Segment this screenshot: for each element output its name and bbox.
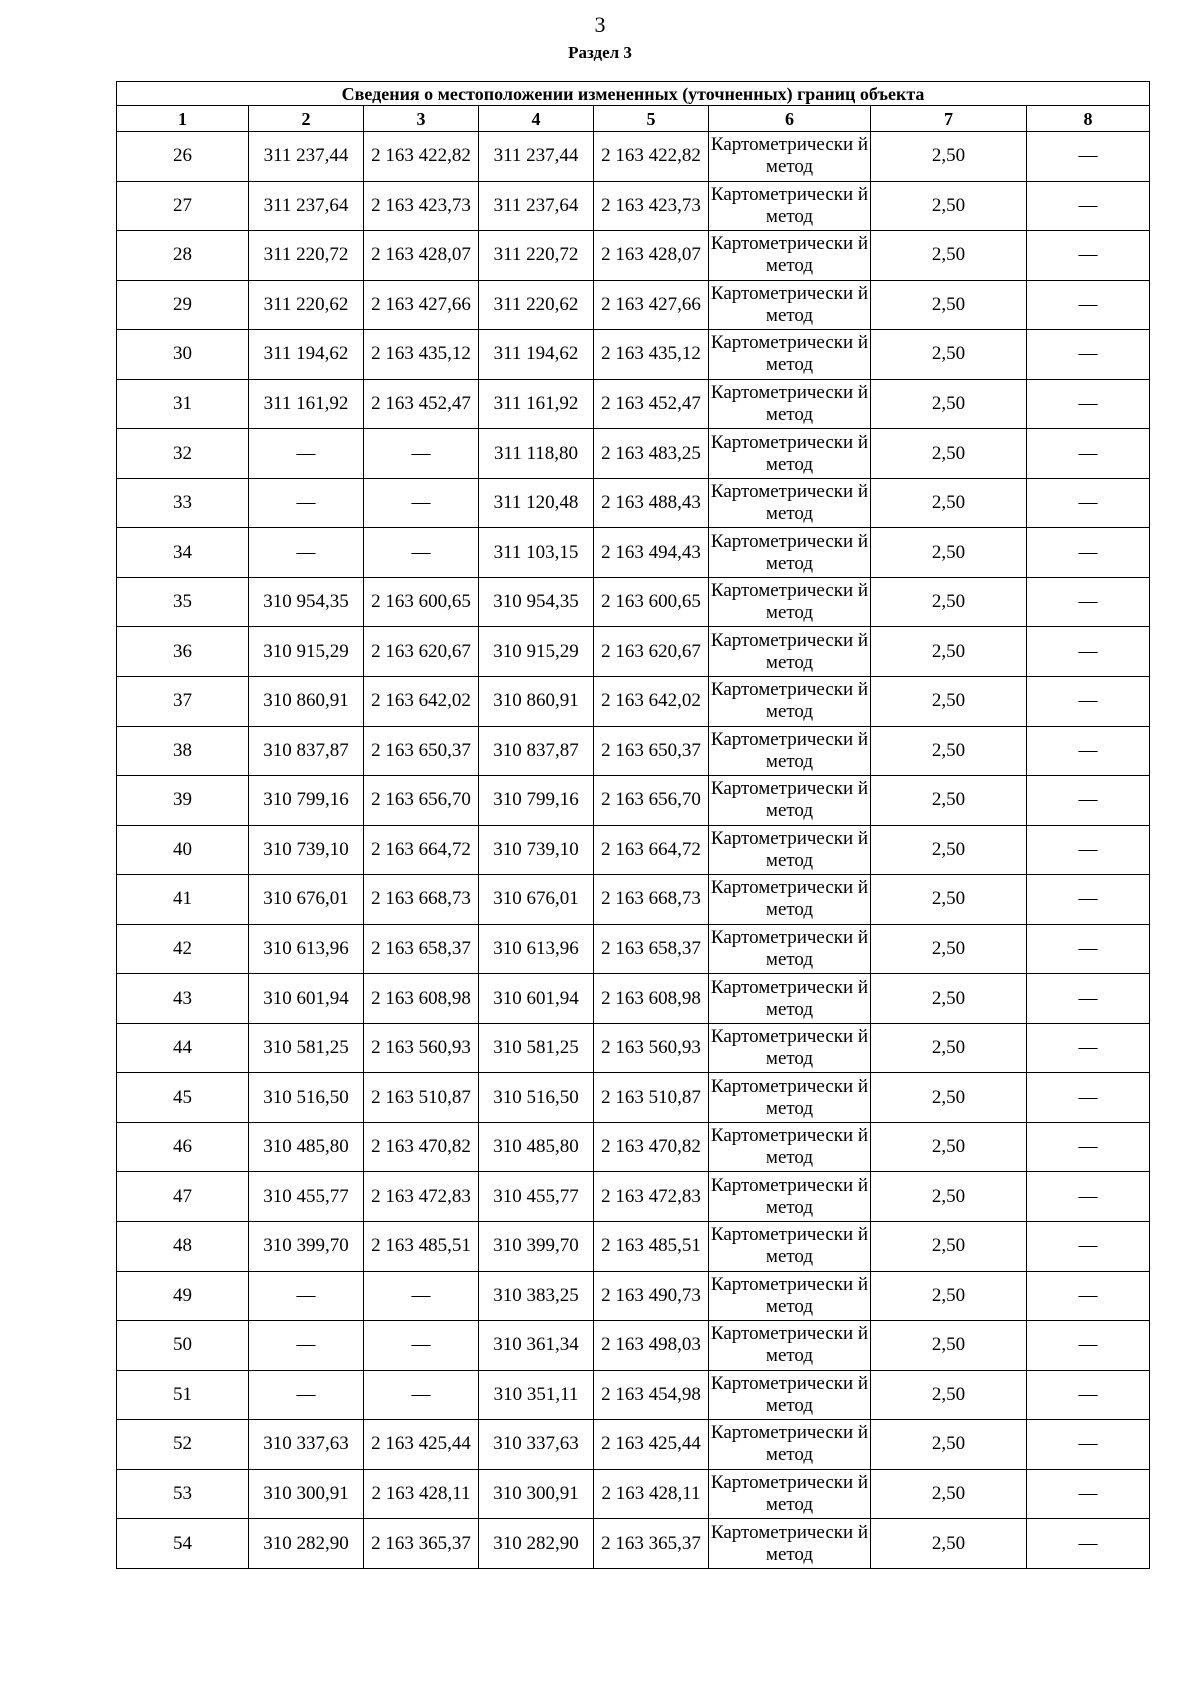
table-row	[117, 825, 1150, 875]
point-number-cell: 31	[117, 379, 249, 429]
determination-method-cell: Картометрически й метод	[709, 776, 871, 826]
note-cell: —	[1027, 1122, 1150, 1172]
table-row	[117, 429, 1150, 479]
old-x-cell: 310 282,90	[249, 1519, 364, 1569]
old-x-cell: 310 954,35	[249, 577, 364, 627]
new-x-cell: 311 118,80	[479, 429, 594, 479]
determination-method-cell: Картометрически й метод	[709, 726, 871, 776]
table-row	[117, 1321, 1150, 1371]
table-row	[117, 1222, 1150, 1272]
accuracy-cell: 2,50	[871, 1321, 1027, 1371]
old-x-cell: 310 837,87	[249, 726, 364, 776]
table-row	[117, 1370, 1150, 1420]
note-cell: —	[1027, 379, 1150, 429]
table-row	[117, 875, 1150, 925]
accuracy-cell: 2,50	[871, 1073, 1027, 1123]
determination-method-cell: Картометрически й метод	[709, 1469, 871, 1519]
table-caption: Сведения о местоположении измененных (уточненных) границ объекта	[117, 82, 1150, 106]
old-y-cell: 2 163 560,93	[364, 1023, 479, 1073]
new-y-cell: 2 163 422,82	[594, 132, 709, 182]
determination-method-cell: Картометрически й метод	[709, 1420, 871, 1470]
old-y-cell: 2 163 365,37	[364, 1519, 479, 1569]
old-x-cell: —	[249, 478, 364, 528]
determination-method-cell: Картометрически й метод	[709, 231, 871, 281]
table-row	[117, 231, 1150, 281]
accuracy-cell: 2,50	[871, 330, 1027, 380]
accuracy-cell: 2,50	[871, 726, 1027, 776]
new-y-cell: 2 163 425,44	[594, 1420, 709, 1470]
accuracy-cell: 2,50	[871, 1172, 1027, 1222]
new-x-cell: 311 103,15	[479, 528, 594, 578]
point-number-cell: 47	[117, 1172, 249, 1222]
old-x-cell: 311 237,44	[249, 132, 364, 182]
column-number-row	[117, 106, 1150, 132]
determination-method-cell: Картометрически й метод	[709, 875, 871, 925]
new-x-cell: 310 455,77	[479, 1172, 594, 1222]
new-x-cell: 310 601,94	[479, 974, 594, 1024]
point-number-cell: 32	[117, 429, 249, 479]
old-y-cell: 2 163 658,37	[364, 924, 479, 974]
point-number-cell: 39	[117, 776, 249, 826]
table-row	[117, 528, 1150, 578]
column-header: 8	[1027, 106, 1150, 132]
note-cell: —	[1027, 1023, 1150, 1073]
new-x-cell: 311 237,44	[479, 132, 594, 182]
old-x-cell: —	[249, 1321, 364, 1371]
accuracy-cell: 2,50	[871, 1271, 1027, 1321]
table-row	[117, 132, 1150, 182]
old-x-cell: 310 337,63	[249, 1420, 364, 1470]
old-y-cell: —	[364, 1370, 479, 1420]
table-row	[117, 1469, 1150, 1519]
accuracy-cell: 2,50	[871, 1023, 1027, 1073]
old-x-cell: —	[249, 1271, 364, 1321]
new-x-cell: 311 220,62	[479, 280, 594, 330]
note-cell: —	[1027, 280, 1150, 330]
table-row	[117, 280, 1150, 330]
accuracy-cell: 2,50	[871, 974, 1027, 1024]
old-y-cell: 2 163 620,67	[364, 627, 479, 677]
point-number-cell: 43	[117, 974, 249, 1024]
accuracy-cell: 2,50	[871, 478, 1027, 528]
note-cell: —	[1027, 627, 1150, 677]
table-row	[117, 577, 1150, 627]
new-y-cell: 2 163 656,70	[594, 776, 709, 826]
new-x-cell: 310 676,01	[479, 875, 594, 925]
note-cell: —	[1027, 1469, 1150, 1519]
old-y-cell: 2 163 656,70	[364, 776, 479, 826]
new-y-cell: 2 163 428,07	[594, 231, 709, 281]
determination-method-cell: Картометрически й метод	[709, 1321, 871, 1371]
determination-method-cell: Картометрически й метод	[709, 924, 871, 974]
point-number-cell: 42	[117, 924, 249, 974]
accuracy-cell: 2,50	[871, 181, 1027, 231]
point-number-cell: 52	[117, 1420, 249, 1470]
new-x-cell: 310 581,25	[479, 1023, 594, 1073]
determination-method-cell: Картометрически й метод	[709, 280, 871, 330]
old-y-cell: —	[364, 528, 479, 578]
new-x-cell: 310 516,50	[479, 1073, 594, 1123]
new-x-cell: 310 613,96	[479, 924, 594, 974]
old-y-cell: 2 163 668,73	[364, 875, 479, 925]
old-x-cell: 311 194,62	[249, 330, 364, 380]
old-y-cell: 2 163 452,47	[364, 379, 479, 429]
accuracy-cell: 2,50	[871, 132, 1027, 182]
table-row	[117, 726, 1150, 776]
point-number-cell: 48	[117, 1222, 249, 1272]
accuracy-cell: 2,50	[871, 677, 1027, 727]
accuracy-cell: 2,50	[871, 825, 1027, 875]
page-number: 3	[594, 12, 606, 37]
column-header: 6	[709, 106, 871, 132]
new-y-cell: 2 163 470,82	[594, 1122, 709, 1172]
determination-method-cell: Картометрически й метод	[709, 825, 871, 875]
point-number-cell: 30	[117, 330, 249, 380]
new-x-cell: 311 194,62	[479, 330, 594, 380]
old-x-cell: 310 581,25	[249, 1023, 364, 1073]
new-x-cell: 310 337,63	[479, 1420, 594, 1470]
table-body	[117, 82, 1150, 1569]
determination-method-cell: Картометрически й метод	[709, 1271, 871, 1321]
determination-method-cell: Картометрически й метод	[709, 1073, 871, 1123]
note-cell: —	[1027, 1172, 1150, 1222]
accuracy-cell: 2,50	[871, 1469, 1027, 1519]
accuracy-cell: 2,50	[871, 1420, 1027, 1470]
determination-method-cell: Картометрически й метод	[709, 1370, 871, 1420]
old-x-cell: 310 516,50	[249, 1073, 364, 1123]
old-y-cell: 2 163 428,07	[364, 231, 479, 281]
column-header: 3	[364, 106, 479, 132]
accuracy-cell: 2,50	[871, 924, 1027, 974]
new-x-cell: 310 282,90	[479, 1519, 594, 1569]
accuracy-cell: 2,50	[871, 1519, 1027, 1569]
new-y-cell: 2 163 664,72	[594, 825, 709, 875]
old-x-cell: 310 613,96	[249, 924, 364, 974]
new-x-cell: 310 399,70	[479, 1222, 594, 1272]
table-row	[117, 974, 1150, 1024]
new-x-cell: 311 220,72	[479, 231, 594, 281]
new-y-cell: 2 163 498,03	[594, 1321, 709, 1371]
column-header: 2	[249, 106, 364, 132]
point-number-cell: 54	[117, 1519, 249, 1569]
old-y-cell: 2 163 470,82	[364, 1122, 479, 1172]
accuracy-cell: 2,50	[871, 577, 1027, 627]
old-y-cell: 2 163 425,44	[364, 1420, 479, 1470]
table-row	[117, 627, 1150, 677]
old-y-cell: 2 163 485,51	[364, 1222, 479, 1272]
note-cell: —	[1027, 528, 1150, 578]
old-y-cell: 2 163 422,82	[364, 132, 479, 182]
note-cell: —	[1027, 1321, 1150, 1371]
point-number-cell: 45	[117, 1073, 249, 1123]
old-y-cell: —	[364, 478, 479, 528]
point-number-cell: 46	[117, 1122, 249, 1172]
note-cell: —	[1027, 726, 1150, 776]
column-header: 7	[871, 106, 1027, 132]
old-y-cell: —	[364, 429, 479, 479]
determination-method-cell: Картометрически й метод	[709, 478, 871, 528]
point-number-cell: 44	[117, 1023, 249, 1073]
determination-method-cell: Картометрически й метод	[709, 330, 871, 380]
note-cell: —	[1027, 776, 1150, 826]
old-y-cell: 2 163 664,72	[364, 825, 479, 875]
new-y-cell: 2 163 427,66	[594, 280, 709, 330]
old-x-cell: 310 739,10	[249, 825, 364, 875]
new-x-cell: 310 361,34	[479, 1321, 594, 1371]
note-cell: —	[1027, 1222, 1150, 1272]
old-x-cell: 310 485,80	[249, 1122, 364, 1172]
new-x-cell: 310 837,87	[479, 726, 594, 776]
new-x-cell: 310 915,29	[479, 627, 594, 677]
new-x-cell: 310 351,11	[479, 1370, 594, 1420]
determination-method-cell: Картометрически й метод	[709, 528, 871, 578]
old-y-cell: 2 163 510,87	[364, 1073, 479, 1123]
table-row	[117, 1172, 1150, 1222]
new-y-cell: 2 163 365,37	[594, 1519, 709, 1569]
determination-method-cell: Картометрически й метод	[709, 132, 871, 182]
point-number-cell: 29	[117, 280, 249, 330]
point-number-cell: 26	[117, 132, 249, 182]
note-cell: —	[1027, 974, 1150, 1024]
new-y-cell: 2 163 488,43	[594, 478, 709, 528]
new-y-cell: 2 163 658,37	[594, 924, 709, 974]
note-cell: —	[1027, 677, 1150, 727]
accuracy-cell: 2,50	[871, 280, 1027, 330]
new-y-cell: 2 163 454,98	[594, 1370, 709, 1420]
determination-method-cell: Картометрически й метод	[709, 1172, 871, 1222]
note-cell: —	[1027, 132, 1150, 182]
note-cell: —	[1027, 429, 1150, 479]
determination-method-cell: Картометрически й метод	[709, 1519, 871, 1569]
old-x-cell: —	[249, 528, 364, 578]
note-cell: —	[1027, 924, 1150, 974]
new-y-cell: 2 163 608,98	[594, 974, 709, 1024]
old-y-cell: 2 163 600,65	[364, 577, 479, 627]
note-cell: —	[1027, 330, 1150, 380]
new-y-cell: 2 163 620,67	[594, 627, 709, 677]
new-x-cell: 310 383,25	[479, 1271, 594, 1321]
old-y-cell: —	[364, 1321, 479, 1371]
note-cell: —	[1027, 1271, 1150, 1321]
table-row	[117, 1271, 1150, 1321]
point-number-cell: 28	[117, 231, 249, 281]
table-row	[117, 776, 1150, 826]
note-cell: —	[1027, 825, 1150, 875]
boundary-coordinates-table	[116, 81, 1150, 1569]
column-header: 1	[117, 106, 249, 132]
old-y-cell: 2 163 608,98	[364, 974, 479, 1024]
accuracy-cell: 2,50	[871, 231, 1027, 281]
accuracy-cell: 2,50	[871, 1222, 1027, 1272]
new-y-cell: 2 163 600,65	[594, 577, 709, 627]
note-cell: —	[1027, 231, 1150, 281]
old-x-cell: 310 455,77	[249, 1172, 364, 1222]
accuracy-cell: 2,50	[871, 1370, 1027, 1420]
new-x-cell: 311 237,64	[479, 181, 594, 231]
old-y-cell: —	[364, 1271, 479, 1321]
table-row	[117, 924, 1150, 974]
new-y-cell: 2 163 668,73	[594, 875, 709, 925]
accuracy-cell: 2,50	[871, 875, 1027, 925]
note-cell: —	[1027, 181, 1150, 231]
accuracy-cell: 2,50	[871, 1122, 1027, 1172]
determination-method-cell: Картометрически й метод	[709, 1222, 871, 1272]
table-row	[117, 677, 1150, 727]
old-x-cell: —	[249, 1370, 364, 1420]
point-number-cell: 37	[117, 677, 249, 727]
new-x-cell: 310 799,16	[479, 776, 594, 826]
table-row	[117, 1519, 1150, 1569]
point-number-cell: 34	[117, 528, 249, 578]
new-x-cell: 310 739,10	[479, 825, 594, 875]
point-number-cell: 35	[117, 577, 249, 627]
new-y-cell: 2 163 560,93	[594, 1023, 709, 1073]
new-x-cell: 310 954,35	[479, 577, 594, 627]
table-row	[117, 330, 1150, 380]
old-x-cell: 310 860,91	[249, 677, 364, 727]
old-y-cell: 2 163 427,66	[364, 280, 479, 330]
new-y-cell: 2 163 510,87	[594, 1073, 709, 1123]
table-row	[117, 478, 1150, 528]
old-x-cell: 310 676,01	[249, 875, 364, 925]
table-row	[117, 1122, 1150, 1172]
new-y-cell: 2 163 452,47	[594, 379, 709, 429]
new-y-cell: 2 163 485,51	[594, 1222, 709, 1272]
table-caption-row	[117, 82, 1150, 106]
new-x-cell: 311 161,92	[479, 379, 594, 429]
table-row	[117, 1023, 1150, 1073]
new-y-cell: 2 163 494,43	[594, 528, 709, 578]
accuracy-cell: 2,50	[871, 429, 1027, 479]
new-y-cell: 2 163 435,12	[594, 330, 709, 380]
point-number-cell: 33	[117, 478, 249, 528]
point-number-cell: 27	[117, 181, 249, 231]
point-number-cell: 49	[117, 1271, 249, 1321]
accuracy-cell: 2,50	[871, 528, 1027, 578]
old-x-cell: 311 220,72	[249, 231, 364, 281]
old-y-cell: 2 163 472,83	[364, 1172, 479, 1222]
table-row	[117, 1073, 1150, 1123]
old-y-cell: 2 163 435,12	[364, 330, 479, 380]
old-x-cell: 310 799,16	[249, 776, 364, 826]
old-y-cell: 2 163 423,73	[364, 181, 479, 231]
new-y-cell: 2 163 428,11	[594, 1469, 709, 1519]
determination-method-cell: Картометрически й метод	[709, 379, 871, 429]
old-x-cell: 310 399,70	[249, 1222, 364, 1272]
note-cell: —	[1027, 1370, 1150, 1420]
determination-method-cell: Картометрически й метод	[709, 429, 871, 479]
note-cell: —	[1027, 875, 1150, 925]
point-number-cell: 36	[117, 627, 249, 677]
determination-method-cell: Картометрически й метод	[709, 1023, 871, 1073]
old-x-cell: 311 161,92	[249, 379, 364, 429]
old-x-cell: 311 220,62	[249, 280, 364, 330]
accuracy-cell: 2,50	[871, 776, 1027, 826]
old-y-cell: 2 163 642,02	[364, 677, 479, 727]
old-x-cell: 310 915,29	[249, 627, 364, 677]
section-title: Раздел 3	[568, 43, 632, 62]
note-cell: —	[1027, 1420, 1150, 1470]
old-x-cell: 310 300,91	[249, 1469, 364, 1519]
new-y-cell: 2 163 472,83	[594, 1172, 709, 1222]
point-number-cell: 40	[117, 825, 249, 875]
table-row	[117, 1420, 1150, 1470]
point-number-cell: 38	[117, 726, 249, 776]
point-number-cell: 51	[117, 1370, 249, 1420]
determination-method-cell: Картометрически й метод	[709, 627, 871, 677]
determination-method-cell: Картометрически й метод	[709, 677, 871, 727]
table-row	[117, 181, 1150, 231]
note-cell: —	[1027, 577, 1150, 627]
determination-method-cell: Картометрически й метод	[709, 974, 871, 1024]
old-y-cell: 2 163 650,37	[364, 726, 479, 776]
accuracy-cell: 2,50	[871, 379, 1027, 429]
old-x-cell: 311 237,64	[249, 181, 364, 231]
new-x-cell: 310 860,91	[479, 677, 594, 727]
old-x-cell: 310 601,94	[249, 974, 364, 1024]
determination-method-cell: Картометрически й метод	[709, 181, 871, 231]
column-header: 5	[594, 106, 709, 132]
new-y-cell: 2 163 423,73	[594, 181, 709, 231]
new-y-cell: 2 163 650,37	[594, 726, 709, 776]
new-y-cell: 2 163 490,73	[594, 1271, 709, 1321]
old-y-cell: 2 163 428,11	[364, 1469, 479, 1519]
accuracy-cell: 2,50	[871, 627, 1027, 677]
point-number-cell: 50	[117, 1321, 249, 1371]
determination-method-cell: Картометрически й метод	[709, 577, 871, 627]
new-x-cell: 311 120,48	[479, 478, 594, 528]
point-number-cell: 41	[117, 875, 249, 925]
determination-method-cell: Картометрически й метод	[709, 1122, 871, 1172]
old-x-cell: —	[249, 429, 364, 479]
new-y-cell: 2 163 483,25	[594, 429, 709, 479]
new-x-cell: 310 300,91	[479, 1469, 594, 1519]
note-cell: —	[1027, 1073, 1150, 1123]
table-row	[117, 379, 1150, 429]
new-x-cell: 310 485,80	[479, 1122, 594, 1172]
note-cell: —	[1027, 478, 1150, 528]
point-number-cell: 53	[117, 1469, 249, 1519]
note-cell: —	[1027, 1519, 1150, 1569]
column-header: 4	[479, 106, 594, 132]
new-y-cell: 2 163 642,02	[594, 677, 709, 727]
